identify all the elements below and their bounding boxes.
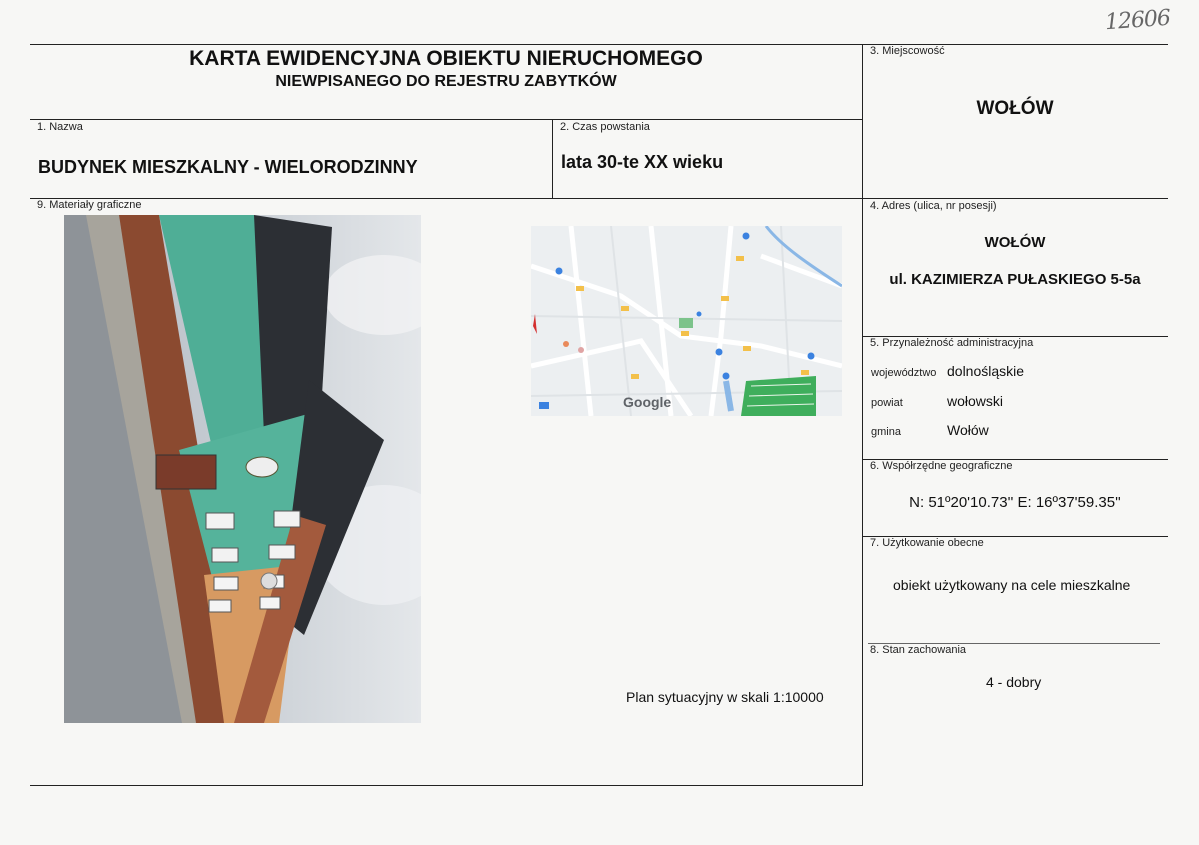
top-border <box>30 44 1168 45</box>
stan-value: 4 - dobry <box>986 674 1042 690</box>
title-bottom-border <box>30 119 862 120</box>
bottom-border <box>30 785 862 786</box>
uzytkowanie-label: 7. Użytkowanie obecne <box>870 537 984 549</box>
plan-caption: Plan sytuacyjny w skali 1:10000 <box>626 689 824 705</box>
uzytkowanie-value: obiekt użytkowany na cele mieszkalne <box>893 577 1131 593</box>
row1-bottom-border <box>30 198 1168 199</box>
adres-label: 4. Adres (ulica, nr posesji) <box>870 200 997 212</box>
czas-label: 2. Czas powstania <box>560 121 650 133</box>
materialy-label: 9. Materiały graficzne <box>37 199 142 211</box>
czas-value: lata 30-te XX wieku <box>561 152 724 172</box>
wojewodztwo-key: województwo <box>871 367 937 379</box>
handwritten-number: 12606 <box>1104 5 1171 36</box>
nazwa-label: 1. Nazwa <box>37 121 83 133</box>
building-photo <box>64 215 421 723</box>
miejscowosc-value: WOŁÓW <box>976 98 1054 119</box>
wspolrzedne-value: N: 51º20'10.73'' E: 16º37'59.35'' <box>909 494 1121 511</box>
miejscowosc-label: 3. Miejscowość <box>870 45 945 57</box>
nazwa-value: BUDYNEK MIESZKALNY - WIELORODZINNY <box>38 157 418 177</box>
powiat-value: wołowski <box>947 393 1004 409</box>
situation-map <box>531 226 842 416</box>
map-logo: Google <box>623 394 672 410</box>
main-divider <box>862 44 863 786</box>
stan-label: 8. Stan zachowania <box>870 644 967 656</box>
wojewodztwo-value: dolnośląskie <box>947 363 1025 379</box>
adres-street: ul. KAZIMIERZA PUŁASKIEGO 5-5a <box>889 271 1141 288</box>
nazwa-czas-divider <box>552 119 553 198</box>
card-subtitle: NIEWPISANEGO DO REJESTRU ZABYTKÓW <box>275 73 617 90</box>
card-title: KARTA EWIDENCYJNA OBIEKTU NIERUCHOMEGO <box>189 47 703 70</box>
powiat-key: powiat <box>871 397 903 409</box>
wspolrzedne-label: 6. Współrzędne geograficzne <box>870 460 1013 472</box>
gmina-value: Wołów <box>947 422 989 438</box>
przynaleznosc-label: 5. Przynależność administracyjna <box>870 337 1034 349</box>
gmina-key: gmina <box>871 426 901 438</box>
adres-city: WOŁÓW <box>984 234 1046 251</box>
